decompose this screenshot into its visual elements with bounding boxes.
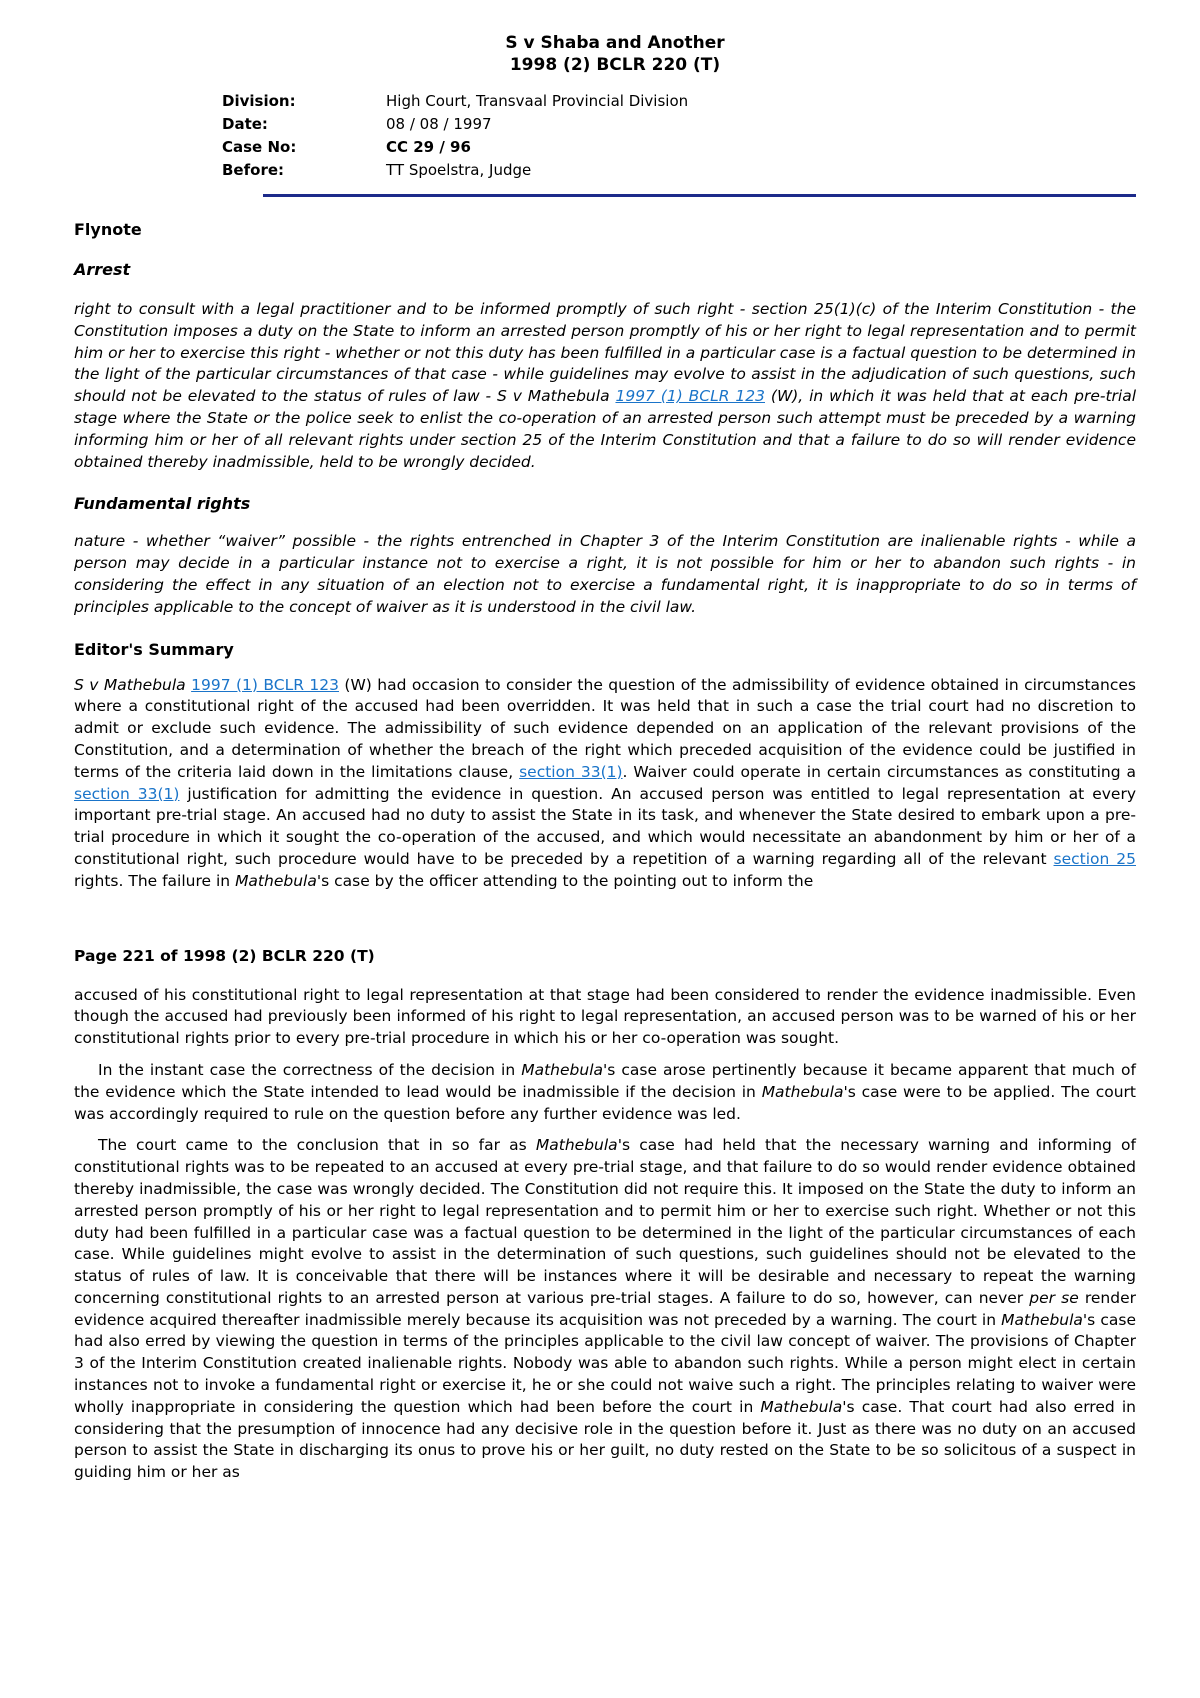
arrest-paragraph	[74, 299, 1136, 473]
continuation-paragraph-3	[74, 1135, 1136, 1484]
fundamental-rights-heading: Fundamental rights	[74, 494, 251, 514]
document-page	[74, 28, 1136, 1484]
p2-mathebula-2: Mathebula	[761, 1082, 844, 1101]
editors-summary-heading: Editor's Summary	[74, 639, 234, 659]
arrest-text-a: right to consult with a legal practitioner and to be informed promptly of such right - section 25(1)(c) of the Interim Constitution - the Constitution imposes a duty on the State to inform an arrested person promptly of his or her right to legal representation and to permit him or her to exercise this right - whether or not this duty has been fulfilled in a particular case is a factual question to be determined in the light of the particular circumstances of that case - while guidelines may evolve to assist in the adjudication of such questions, such should not be elevated to the status of rules of law - S v Mathebula	[74, 300, 1136, 406]
arrest-text-b: (W), in which it was held that at each pre-trial stage where the State or the police seek to enlist the co-operation of an arrested person such attempt must be preceded by a warning informing him or her of all relevant rights under section 25 of the Interim Constitution and that a failure to do so will render evidence obtained thereby inadmissible, held to be wrongly decided.	[74, 387, 1137, 471]
division-label: Division:	[222, 92, 296, 110]
page-break-header: Page 221 of 1998 (2) BCLR 220 (T)	[74, 946, 375, 965]
division-value: High Court, Transvaal Provincial Division	[386, 92, 689, 110]
section-33-link-2[interactable]: section 33(1)	[74, 784, 180, 803]
summary-text-1: (W) had occasion to consider the question of the admissibility of evidence obtained in circumstances where a constitutional right of the accused had been overridden. It was held that in such a case the trial court had no discretion to admit or exclude such evidence. The admissibility of such evidence depended on an application of the relevant provisions of the Constitution, and a determination of whether the breach of the right which preceded acquisition of the evidence could be justified in terms of the criteria laid down in the limitations clause,	[74, 675, 1136, 781]
date-label: Date:	[222, 115, 268, 133]
before-label: Before:	[222, 161, 285, 179]
p3-mathebula-2: Mathebula	[1001, 1310, 1083, 1329]
continuation-paragraph-2	[74, 1060, 1136, 1125]
case-citation: 1998 (2) BCLR 220 (T)	[509, 55, 721, 75]
continuation-paragraph-1: accused of his constitutional right to legal representation at that stage had been considered to render the evidence inadmissible. Even though the accused had previously been informed of his right to legal representation, an accused person was to be warned of his or her constitutional rights prior to every pre-trial procedure in which his or her co-operation was sought.	[74, 985, 1136, 1048]
date-value: 08 / 08 / 1997	[386, 115, 492, 133]
p3-text-d: 's case had also erred by viewing the question in terms of the principles applicable to the civil law concept of waiver. The provisions of Chapter 3 of the Interim Constitution created inalienable rights. Nobody was able to abandon such rights. While a person might elect in certain instances not to invoke a fundamental right or exercise it, he or she could not waive such a right. The principles relating to waiver were wholly inappropriate in considering the question which had been before the court in	[74, 1310, 1136, 1416]
p3-mathebula-1: Mathebula	[535, 1136, 618, 1155]
fundamental-rights-paragraph: nature - whether “waiver” possible - the rights entrenched in Chapter 3 of the Interim Constitution are inalienable rights - while a person may decide in a particular instance not to exercise a right, it is not possible for him or her to abandon such rights - in considering the effect in any situation of an election not to exercise a fundamental right, it is inappropriate to do so in terms of principles applicable to the concept of waiver as it is understood in the civil law.	[74, 532, 1136, 616]
p2-mathebula-1: Mathebula	[521, 1060, 603, 1079]
p3-text-e: 's case. That court had also erred in considering that the presumption of innocence had any decisive role in the question before it. Just as there was no duty on an accused person to assist the State in discharging its onus to prove his or her guilt, no duty rested on the State to be so solicitous of a suspect in guiding him or her as	[74, 1397, 1136, 1482]
before-value: TT Spoelstra, Judge	[386, 161, 532, 179]
arrest-citation-link[interactable]: 1997 (1) BCLR 123	[615, 387, 765, 406]
case-no-label: Case No:	[222, 138, 297, 156]
meta-date-row	[222, 113, 1136, 136]
case-name: S v Shaba and Another	[505, 33, 725, 53]
section-25-link[interactable]: section 25	[1053, 849, 1136, 868]
p3-text-a: The court came to the conclusion that in so far as	[98, 1136, 536, 1155]
summary-text-5: 's case by the officer attending to the pointing out to inform the	[316, 871, 814, 890]
p3-text-b: 's case had held that the necessary warning and informing of constitutional rights was to be repeated to an accused at every pre-trial stage, and that failure to do so would render evidence obtained thereby inadmissible, the case was wrongly decided. The Constitution did not require this. It imposed on the State the duty to inform an arrested person promptly of his or her right to legal representation and to permit him or her to exercise such right. Whether or not this duty had been fulfilled in a particular case was a factual question to be determined in the light of the particular circumstances of each case. While guidelines might evolve to assist in the determination of such questions, such guidelines should not be elevated to the status of rules of law. It is conceivable that there will be instances where it will be desirable and necessary to repeat the warning concerning constitutional rights to an arrested person at various pre-trial stages. A failure to do so, however, can never	[74, 1136, 1136, 1307]
p2-text-c: 's case were to be applied. The court was accordingly required to rule on the question before any further evidence was led.	[74, 1082, 1136, 1123]
meta-before-row	[222, 159, 1136, 182]
summary-text-4: rights. The failure in	[74, 871, 236, 890]
p2-text-b: 's case arose pertinently because it became apparent that much of the evidence which the State intended to lead would be inadmissible if the decision in	[74, 1060, 1136, 1101]
editors-summary-paragraph	[74, 675, 1136, 893]
p3-mathebula-3: Mathebula	[760, 1397, 843, 1416]
case-metadata	[222, 90, 1136, 182]
header-divider	[263, 194, 1136, 197]
summary-text-2: . Waiver could operate in certain circumstances as constituting a	[622, 762, 1136, 781]
p3-per-se: per se	[1029, 1288, 1079, 1307]
case-title	[94, 32, 1136, 76]
summary-mathebula: Mathebula	[235, 871, 317, 890]
summary-citation-link[interactable]: 1997 (1) BCLR 123	[191, 675, 339, 694]
flynote-heading: Flynote	[74, 220, 142, 239]
summary-text-3: justification for admitting the evidence in question. An accused person was entitled to legal representation at every important pre-trial stage. An accused had no duty to assist the State in its task, and whenever the State desired to embark upon a pre-trial procedure in which it sought the co-operation of the accused, and which would necessitate an abandonment by him or her of a constitutional right, such procedure would have to be preceded by a repetition of a warning regarding all of the relevant	[74, 784, 1136, 868]
p3-text-c: render evidence acquired thereafter inadmissible merely because its acquisition was not preceded by a warning. The court in	[74, 1288, 1136, 1329]
meta-case-no-row	[222, 136, 1136, 159]
arrest-heading: Arrest	[74, 260, 131, 279]
summary-case-name: S v Mathebula	[74, 675, 186, 694]
meta-division-row	[222, 90, 1136, 113]
p2-text-a: In the instant case the correctness of the decision in	[98, 1060, 522, 1079]
section-33-link-1[interactable]: section 33(1)	[519, 762, 623, 781]
case-no-value: CC 29 / 96	[386, 138, 471, 156]
